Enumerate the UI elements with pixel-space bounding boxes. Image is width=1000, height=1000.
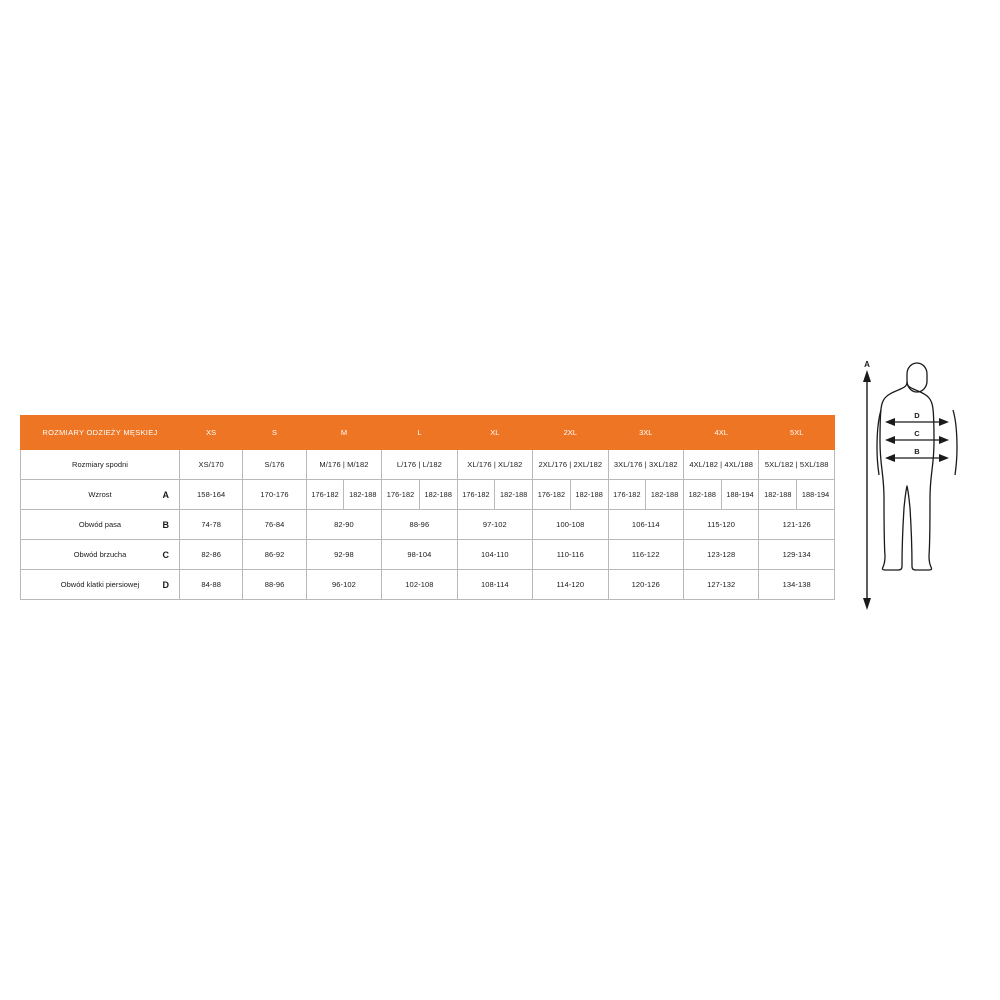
row-label-height: [21, 480, 180, 510]
cell: 92-98: [306, 540, 381, 570]
cell-split: [759, 480, 835, 510]
cell: XS/170: [179, 450, 242, 480]
figure-label-a: A: [864, 360, 870, 369]
cell: 120-126: [608, 570, 683, 600]
cell: 82-86: [179, 540, 242, 570]
cell: 121-126: [759, 510, 835, 540]
cell: M/176 | M/182: [306, 450, 381, 480]
cell: 104-110: [457, 540, 532, 570]
body-outline: [877, 363, 957, 570]
cell: 96-102: [306, 570, 381, 600]
height-arrow-a: [863, 370, 871, 610]
cell: 134-138: [759, 570, 835, 600]
figure-label-b: B: [914, 447, 920, 456]
cell: 176-182: [609, 480, 646, 509]
cell-split: [608, 480, 683, 510]
cell: 123-128: [683, 540, 758, 570]
cell: 86-92: [243, 540, 306, 570]
cell: 129-134: [759, 540, 835, 570]
cell: 182-188: [759, 480, 796, 509]
cell-split: [306, 480, 381, 510]
row-letter: C: [162, 549, 169, 560]
cell-split: [683, 480, 758, 510]
cell: S/176: [243, 450, 306, 480]
cell: 114-120: [533, 570, 608, 600]
table-row: [21, 480, 835, 510]
cell: 188-194: [801, 490, 830, 499]
size-header-l: L: [382, 416, 457, 450]
cell: 182-188: [684, 480, 721, 509]
cell: 84-88: [179, 570, 242, 600]
cell: 115-120: [683, 510, 758, 540]
cell: 127-132: [683, 570, 758, 600]
cell: 76-84: [243, 510, 306, 540]
row-letter: D: [162, 579, 169, 590]
cell: 108-114: [457, 570, 532, 600]
figure-svg: [845, 360, 985, 620]
cell: 97-102: [457, 510, 532, 540]
cell: 74-78: [179, 510, 242, 540]
cell: 188-194: [726, 490, 754, 499]
table-header-row: [21, 416, 835, 450]
cell: 116-122: [608, 540, 683, 570]
cell: 176-182: [382, 480, 419, 509]
row-label-trousers: [21, 450, 180, 480]
cell: 182-188: [650, 490, 679, 499]
cell: 88-96: [243, 570, 306, 600]
cell-split: [533, 480, 608, 510]
size-table-container: [20, 415, 835, 600]
cell: 182-188: [424, 490, 452, 499]
size-header-s: S: [243, 416, 306, 450]
size-header-5xl: 5XL: [759, 416, 835, 450]
cell-split: [457, 480, 532, 510]
row-label-belly: [21, 540, 180, 570]
cell-split: [382, 480, 457, 510]
table-row: [21, 510, 835, 540]
row-label-text: Obwód pasa: [78, 520, 122, 529]
table-title: ROZMIARY ODZIEŻY MĘSKIEJ: [21, 416, 180, 450]
cell: 176-182: [307, 480, 344, 509]
row-letter: B: [162, 519, 169, 530]
figure-label-d: D: [914, 411, 920, 420]
size-header-xl: XL: [457, 416, 532, 450]
size-header-2xl: 2XL: [533, 416, 608, 450]
cell: XL/176 | XL/182: [457, 450, 532, 480]
cell: 4XL/182 | 4XL/188: [683, 450, 758, 480]
cell: 88-96: [382, 510, 457, 540]
cell: 182-188: [349, 490, 377, 499]
cell: 82-90: [306, 510, 381, 540]
row-label-waist: [21, 510, 180, 540]
cell: 110-116: [533, 540, 608, 570]
cell: 98-104: [382, 540, 457, 570]
cell: 102-108: [382, 570, 457, 600]
cell: 3XL/176 | 3XL/182: [608, 450, 683, 480]
cell: 106-114: [608, 510, 683, 540]
row-label-chest: [21, 570, 180, 600]
cell: 5XL/182 | 5XL/188: [759, 450, 835, 480]
size-header-4xl: 4XL: [683, 416, 758, 450]
row-label-text: Obwód klatki piersiowej: [60, 580, 140, 589]
cell: 176-182: [533, 480, 570, 509]
table-row: [21, 540, 835, 570]
cell: 158-164: [179, 480, 242, 510]
size-header-3xl: 3XL: [608, 416, 683, 450]
row-label-text: Rozmiary spodni: [72, 460, 128, 469]
table-row: [21, 570, 835, 600]
cell: 100-108: [533, 510, 608, 540]
row-label-text: Obwód brzucha: [73, 550, 127, 559]
size-header-xs: XS: [179, 416, 242, 450]
cell: L/176 | L/182: [382, 450, 457, 480]
row-letter: A: [162, 489, 169, 500]
size-table: [20, 415, 835, 600]
cell: 2XL/176 | 2XL/182: [533, 450, 608, 480]
cell: 182-188: [499, 490, 528, 499]
size-header-m: M: [306, 416, 381, 450]
body-measurement-figure: [845, 360, 985, 620]
cell: 176-182: [458, 480, 495, 509]
row-label-text: Wzrost: [88, 490, 112, 499]
cell: 182-188: [575, 490, 603, 499]
table-row: [21, 450, 835, 480]
figure-label-c: C: [914, 429, 920, 438]
cell: 170-176: [243, 480, 306, 510]
